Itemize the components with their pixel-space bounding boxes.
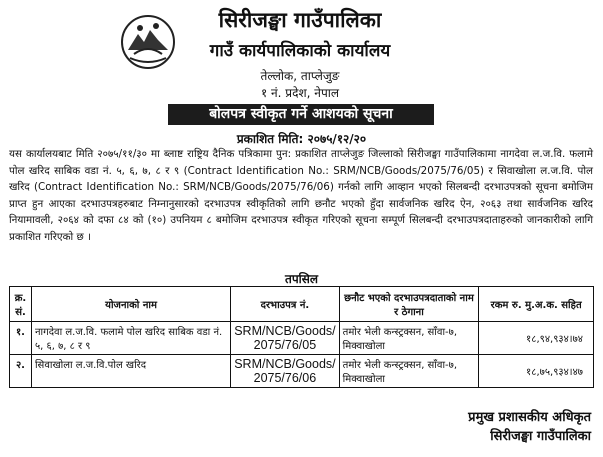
- office-province: १ नं. प्रदेश, नेपाल: [260, 86, 340, 100]
- row-ref: SRM/NCB/Goods/ 2075/76/06: [231, 355, 339, 388]
- org-name: सिरीजङ्घा गाउँपालिका: [218, 8, 382, 32]
- office-name: गाउँ कार्यपालिकाको कार्यालय: [209, 41, 391, 61]
- award-table: [9, 286, 594, 388]
- row-name: नागदेवा ल.ज.वि. फलामे पोल खरिद साबिक वडा नं. ५, ६, ७, ८ र ९: [31, 322, 230, 355]
- table-header-row: [10, 287, 594, 322]
- row-sn: २.: [10, 355, 32, 388]
- row-amount: १८,७५,९३४।४७: [479, 355, 594, 388]
- office-location: तेल्लोक, ताप्लेजुङ: [260, 69, 340, 83]
- row-name: सिवाखोला ल.ज.वि.पोल खरिद: [31, 355, 230, 388]
- row-bidder: तमोर भेली कन्स्ट्रक्सन, साँवा-७, मिक्वाखोला: [339, 355, 479, 388]
- notice-body: यस कार्यालयबाट मिति २०७५/११/३० मा ब्लाष्ट राष्ट्रिय दैनिक पत्रिकामा पुन: प्रकाशित ताप्लेजुङ जिल्लाको सिरीजङ्घा गाउँपालिकामा नागदेवा ल.ज.वि. फलामे पोल खरिद साबिक वडा नं. ५, ६, ७, ८ र ९ (Contract Identification No.: SRM/NCB/Goods/2075/76/05) र सिवाखोला ल.ज.वि. पोल खरिद (Contract Identification No.: SRM/NCB/Goods/2075/76/06) गर्नको लागि आव्हान भएको सिलबन्दी दरभाउपत्रको सूचना बमोजिम प्राप्त हुन आएका दरभाउपत्रहरुबाट निम्नानुसारको दरभाउपत्र स्वीकृतिको लागि छनौट भएको हुँदा सार्वजनिक खरिद ऐन, २०६३ तथा सार्वजनिक खरिद नियामावली, २०६४ को दफा ८४ को (१०) उपनियम ८ बमोजिम दरभाउपत्र स्वीकृत गरिएको सूचना सम्पूर्ण सिलबन्दी दरभाउपत्रदाताहरुको जानकारीको लागि प्रकाशित गरिएको छ ।: [9, 148, 593, 243]
- col-header-sn: क्र. सं.: [10, 287, 32, 322]
- col-header-name: योजनाको नाम: [31, 287, 230, 322]
- notice-title: बोलपत्र स्वीकृत गर्ने आशयको सूचना: [168, 104, 434, 125]
- signatory-title: प्रमुख प्रशासकीय अधिकृत: [468, 410, 591, 425]
- table-row: [10, 322, 594, 355]
- row-ref: SRM/NCB/Goods/ 2075/76/05: [231, 322, 339, 355]
- schedule-heading: तपसिल: [284, 272, 318, 286]
- col-header-bidder: छनौट भएको दरभाउपत्रदाताको नाम र ठेगाना: [339, 287, 479, 322]
- signatory-org: सिरीजङ्घा गाउँपालिका: [490, 429, 591, 444]
- col-header-ref: दरभाउपत्र नं.: [231, 287, 339, 322]
- row-amount: १८,९४,९३४।७४: [479, 322, 594, 355]
- row-bidder: तमोर भेली कन्स्ट्रक्सन, साँवा-७, मिक्वाखोला: [339, 322, 479, 355]
- table-row: [10, 355, 594, 388]
- col-header-amount: रकम रु. मु.अ.क. सहित: [479, 287, 594, 322]
- row-sn: १.: [10, 322, 32, 355]
- published-date: प्रकाशित मिति: २०७५/१२/२०: [236, 132, 367, 146]
